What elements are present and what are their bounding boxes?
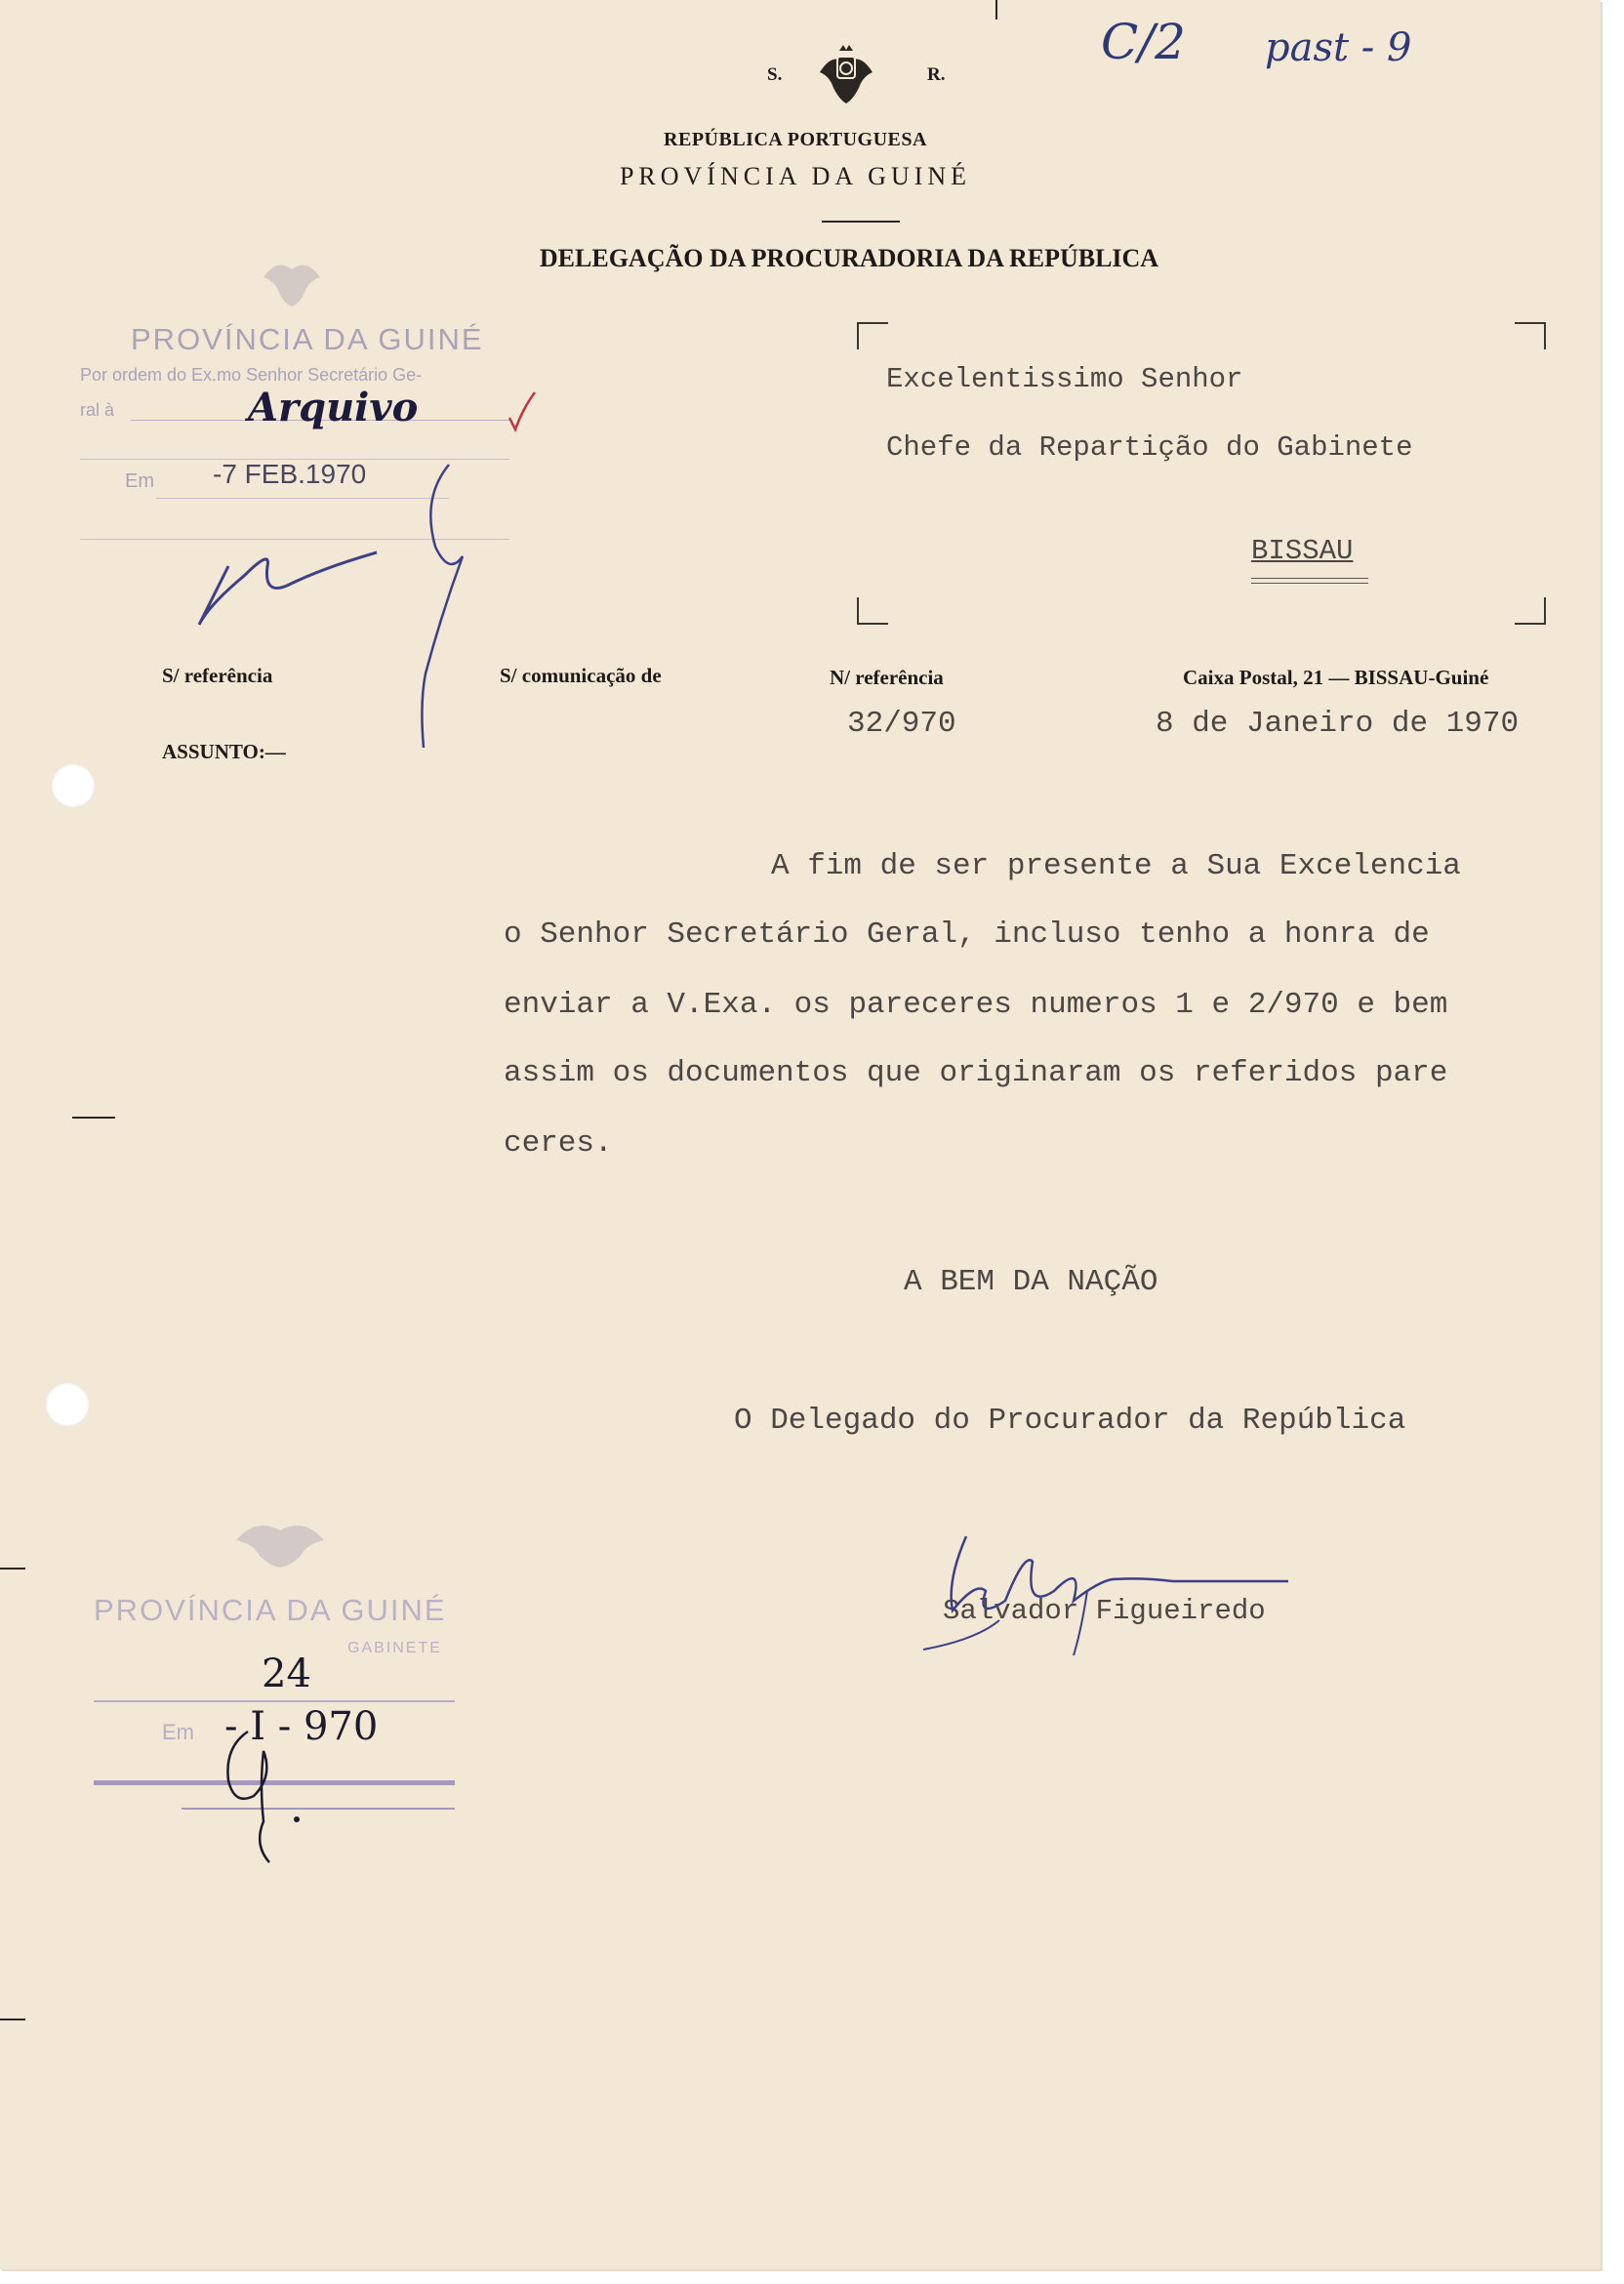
handwritten-signature	[917, 1523, 1327, 1659]
stamp-gabinete: GABINETE	[347, 1640, 442, 1656]
recipient-line-1: Excelentissimo Senhor	[886, 363, 1243, 395]
field-n-referencia: N/ referência	[830, 666, 944, 689]
stamp-province-top: PROVÍNCIA DA GUINÉ	[131, 322, 484, 356]
closing-signatory: Salvador Figueiredo	[943, 1595, 1266, 1627]
punch-hole-bottom	[45, 1382, 90, 1427]
faded-emblem-top	[256, 252, 328, 310]
stamp-date-prefix: Em	[125, 470, 154, 492]
top-edge-mark	[995, 0, 997, 20]
header-province: PROVÍNCIA DA GUINÉ	[619, 162, 972, 190]
field-s-referencia: S/ referência	[162, 664, 273, 687]
field-n-referencia-value: 32/970	[847, 707, 956, 741]
header-republic: REPÚBLICA PORTUGUESA	[664, 129, 927, 150]
handwritten-arquivo: Arquivo	[248, 385, 419, 430]
field-assunto: ASSUNTO:—	[162, 740, 286, 763]
punch-hole-top	[51, 763, 96, 808]
address-corner-bottom-right	[1515, 597, 1546, 625]
header-letter-s: S.	[767, 64, 783, 85]
handwritten-reference: C/2	[1101, 14, 1186, 70]
header-letter-r: R.	[927, 64, 946, 85]
header-divider	[822, 221, 900, 223]
recipient-city: BISSAU	[1251, 535, 1354, 567]
margin-mark-2	[0, 1568, 25, 1570]
field-s-comunicacao: S/ comunicação de	[500, 664, 662, 687]
body-line-2: o Senhor Secretário Geral, incluso tenho a honra de	[504, 918, 1430, 952]
initials-signature-top	[185, 459, 488, 752]
address-corner-top-left	[857, 322, 888, 349]
address-corner-bottom-left	[857, 597, 888, 625]
field-caixa-postal: Caixa Postal, 21 — BISSAU-Guiné	[1183, 666, 1489, 689]
closing-title: O Delegado do Procurador da República	[734, 1404, 1406, 1438]
handwritten-folder: past - 9	[1265, 25, 1412, 70]
stamp-date-value: -7 FEB.1970	[213, 459, 367, 489]
closing-salutation: A BEM DA NAÇÃO	[904, 1265, 1158, 1299]
faded-emblem-bottom	[226, 1511, 334, 1570]
city-double-underline	[1251, 578, 1368, 584]
body-line-4: assim os documentos que originaram os referidos pare	[504, 1056, 1448, 1090]
stamp-province-bottom: PROVÍNCIA DA GUINÉ	[94, 1593, 447, 1627]
handwritten-day: 24	[262, 1652, 311, 1696]
body-line-3: enviar a V.Exa. os pareceres numeros 1 e 2/970 e bem	[504, 988, 1448, 1022]
field-date: 8 de Janeiro de 1970	[1156, 707, 1520, 741]
stamp-bottom-line-1	[94, 1700, 455, 1702]
stamp-ral-prefix: ral à	[80, 400, 115, 420]
address-corner-top-right	[1515, 322, 1546, 349]
body-line-5: ceres.	[504, 1126, 613, 1161]
header-office: DELEGAÇÃO DA PROCURADORIA DA REPÚBLICA	[539, 244, 1159, 272]
red-check-icon	[506, 388, 539, 433]
stamp-bottom-date-prefix: Em	[162, 1720, 194, 1744]
coat-of-arms-emblem	[814, 43, 878, 111]
handwritten-date: - I - 970	[224, 1704, 379, 1749]
margin-mark-3	[0, 2019, 25, 2020]
stamp-order-line: Por ordem do Ex.mo Senhor Secretário Ge-	[80, 365, 423, 385]
recipient-line-2: Chefe da Repartição do Gabinete	[886, 431, 1413, 464]
body-line-1: A fim de ser presente a Sua Excelencia	[771, 849, 1461, 883]
margin-mark-1	[72, 1117, 115, 1119]
initials-bottom	[215, 1728, 312, 1864]
